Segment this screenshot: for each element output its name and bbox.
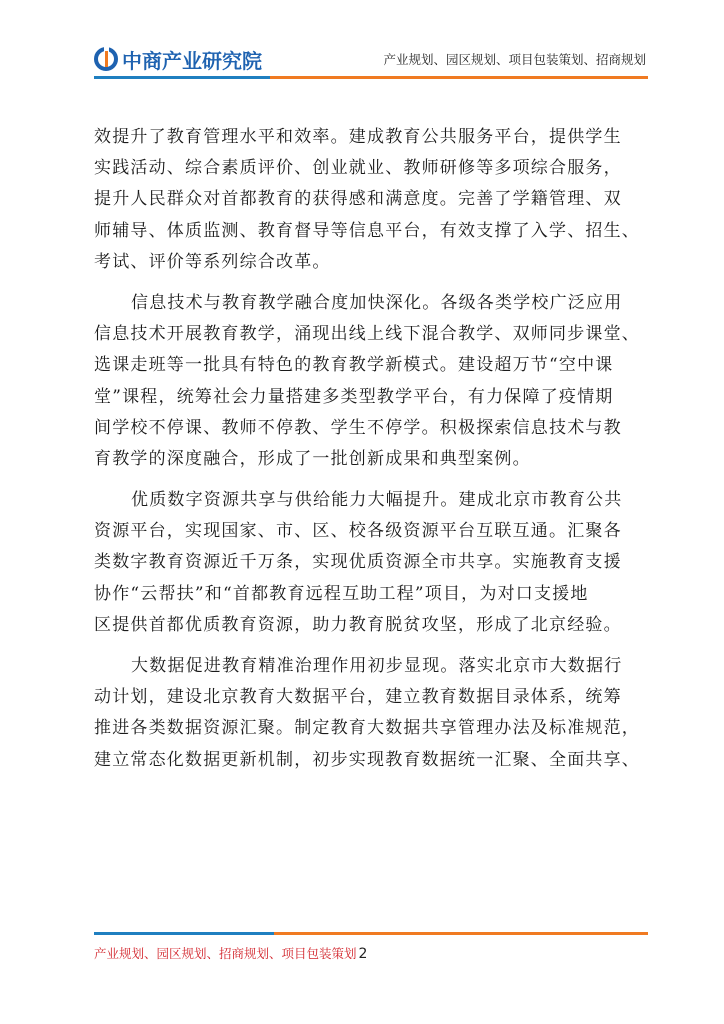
text-line: 信息技术与教育教学融合度加快深化。各级各类学校广泛应用 [131,292,623,313]
text-line: 大数据促进教育精准治理作用初步显现。落实北京市大数据行 [131,656,623,676]
text-line: 实践活动、综合素质评价、创业就业、教师研修等多项综合服务， [94,158,622,179]
paragraph-3 [94,485,646,641]
header-rule-blue [94,76,270,79]
text-line: 动计划，建设北京教育大数据平台，建立教育数据目录体系，统筹 [94,687,622,708]
text-line: 选课走班等一批具有特色的教育教学新模式。建设超万节“空中课 [94,355,614,376]
text-line: 师辅导、体质监测、教育督导等信息平台，有效支撑了入学、招生、 [94,220,640,241]
header-tagline: 产业规划、园区规划、项目包装策划、招商规划 [383,52,646,67]
document-body [94,122,646,776]
text-line: 协作“云帮扶”和“首都教育远程互助工程”项目，为对口支援地 [94,583,589,604]
text-line: 类数字教育资源近千万条，实现优质资源全市共享。实施教育支援 [94,552,622,573]
logo-text: 中商产业研究院 [122,48,262,73]
logo [94,44,262,74]
page-number: 2 [358,946,368,962]
text-line: 区提供首都优质教育资源，助力教育脱贫攻坚，形成了北京经验。 [94,614,622,635]
logo-mark-icon [94,47,118,71]
paragraph-1 [94,122,646,278]
paragraph-2 [94,288,646,475]
footer-tagline: 产业规划、园区规划、招商规划、项目包装策划 [94,946,357,961]
text-line: 资源平台，实现国家、市、区、校各级资源平台互联互通。汇聚各 [94,521,622,542]
paragraph-4 [94,651,646,776]
text-line: 推进各类数据资源汇聚。制定教育大数据共享管理办法及标准规范， [94,718,640,739]
text-line: 育教学的深度融合，形成了一批创新成果和典型案例。 [94,448,531,469]
text-line: 堂”课程，统筹社会力量搭建多类型教学平台，有力保障了疫情期 [94,386,614,407]
text-line: 提升人民群众对首都教育的获得感和满意度。完善了学籍管理、双 [94,189,622,210]
text-line: 信息技术开展教育教学，涌现出线上线下混合教学、双师同步课堂、 [94,324,640,345]
text-line: 间学校不停课、教师不停教、学生不停学。积极探索信息技术与教 [94,417,622,438]
text-line: 优质数字资源共享与供给能力大幅提升。建成北京市教育公共 [131,490,623,511]
page-header [0,0,724,90]
header-rule-orange [270,76,648,79]
text-line: 考试、评价等系列综合改革。 [94,251,331,272]
text-line: 建立常态化数据更新机制，初步实现教育数据统一汇聚、全面共享、 [94,749,640,770]
text-line: 效提升了教育管理水平和效率。建成教育公共服务平台，提供学生 [94,127,622,147]
page-footer [94,944,367,962]
footer-rule-blue [94,932,274,935]
footer-rule-orange [274,932,648,935]
